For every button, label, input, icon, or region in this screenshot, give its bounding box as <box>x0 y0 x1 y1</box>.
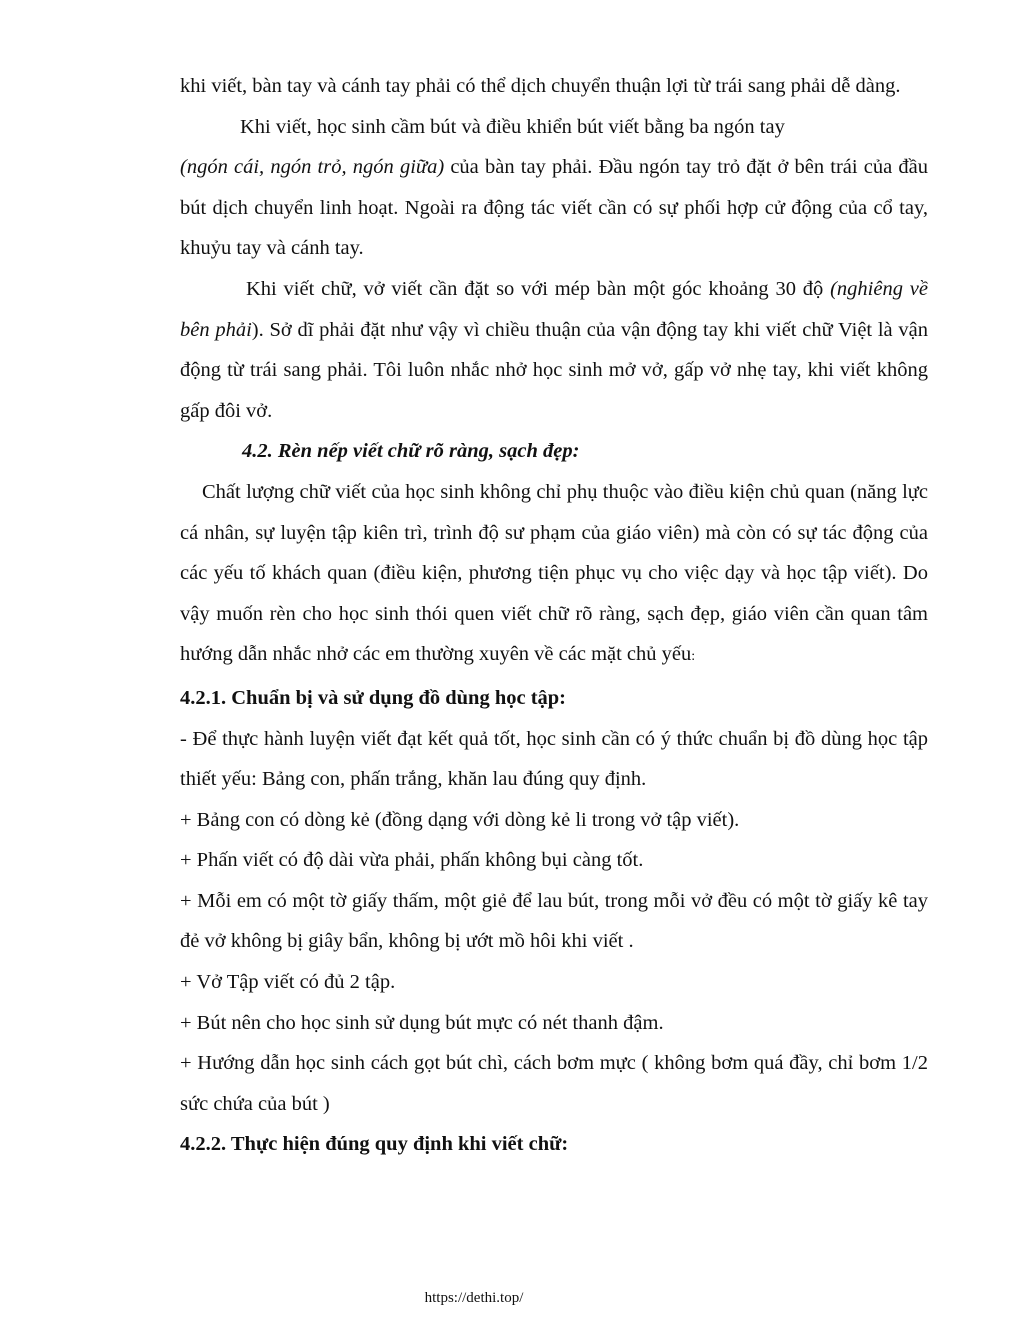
list-item: + Phấn viết có độ dài vừa phải, phấn không bụi càng tốt. <box>180 849 644 872</box>
list-item: + Mỗi em có một tờ giấy thấm, một giẻ để lau bút, trong mỗi vở đều có một tờ giấy kê tay đẻ vở không bị giây bẩn, không bị ướt mồ hôi khi viết . <box>180 889 928 953</box>
section-heading-4-2-1: 4.2.1. Chuẩn bị và sử dụng đồ dùng học tập: <box>180 686 566 709</box>
paragraph-text: ). Sở dĩ phải đặt như vậy vì chiều thuận của vận động tay khi viết chữ Việt là vận động từ trái sang phải. Tôi luôn nhắc nhở học sinh mở vở, gấp vở nhẹ tay, khi viết không gấp đôi vở. <box>180 318 928 422</box>
paragraph <box>180 269 928 431</box>
section-heading-4-2: 4.2. Rèn nếp viết chữ rõ ràng, sạch đẹp: <box>242 440 580 463</box>
list-item: + Bảng con có dòng kẻ (đồng dạng với dòng kẻ li trong vở tập viết). <box>180 808 740 831</box>
paragraph-colon: : <box>691 649 696 665</box>
footer-url: https://dethi.top/ <box>424 1290 524 1306</box>
paragraph <box>180 472 928 678</box>
paragraph <box>180 147 928 269</box>
list-item: + Bút nên cho học sinh sử dụng bút mực có nét thanh đậm. <box>180 1011 664 1034</box>
list-item: + Hướng dẫn học sinh cách gọt bút chì, cách bơm mực ( không bơm quá đầy, chỉ bơm 1/2 sức chứa của bút ) <box>180 1052 928 1115</box>
italic-phrase: (nghiêng về bên phải <box>180 277 928 341</box>
paragraph-text: Chất lượng chữ viết của học sinh không chỉ phụ thuộc vào điều kiện chủ quan (năng lực cá nhân, sự luyện tập kiên trì, trình độ sư phạm của giáo viên) mà còn có sự tác động của các yếu tố khách quan (điều kiện, phương tiện phục vụ cho việc dạy và học tập viết). Do vậy muốn rèn cho học sinh thói quen viết chữ rõ ràng, sạch đẹp, giáo viên cần quan tâm hướng dẫn nhắc nhở các em thường xuyên về các mặt chủ yếu <box>180 480 928 666</box>
paragraph: khi viết, bàn tay và cánh tay phải có thể dịch chuyển thuận lợi từ trái sang phải dễ dàng. <box>180 75 901 97</box>
paragraph-text: của bàn tay phải. Đầu ngón tay trỏ đặt ở bên trái của đầu bút dịch chuyển linh hoạt. Ngoài ra động tác viết cần có sự phối hợp cử động của cổ tay, khuỷu tay và cánh tay. <box>180 156 929 260</box>
paragraph: Khi viết, học sinh cầm bút và điều khiển bút viết bằng ba ngón tay <box>240 115 785 138</box>
paragraph-text: Khi viết chữ, vở viết cần đặt so với mép bàn một góc khoảng 30 độ <box>246 277 831 300</box>
document-body <box>180 66 928 1165</box>
list-item: + Vở Tập viết có đủ 2 tập. <box>180 971 396 994</box>
section-heading-4-2-2: 4.2.2. Thực hiện đúng quy định khi viết chữ: <box>180 1133 569 1156</box>
italic-phrase: (ngón cái, ngón trỏ, ngón giữa) <box>180 156 445 179</box>
list-item: - Để thực hành luyện viết đạt kết quả tốt, học sinh cần có ý thức chuẩn bị đồ dùng học tập thiết yếu: Bảng con, phấn trắng, khăn lau đúng quy định. <box>180 727 928 791</box>
